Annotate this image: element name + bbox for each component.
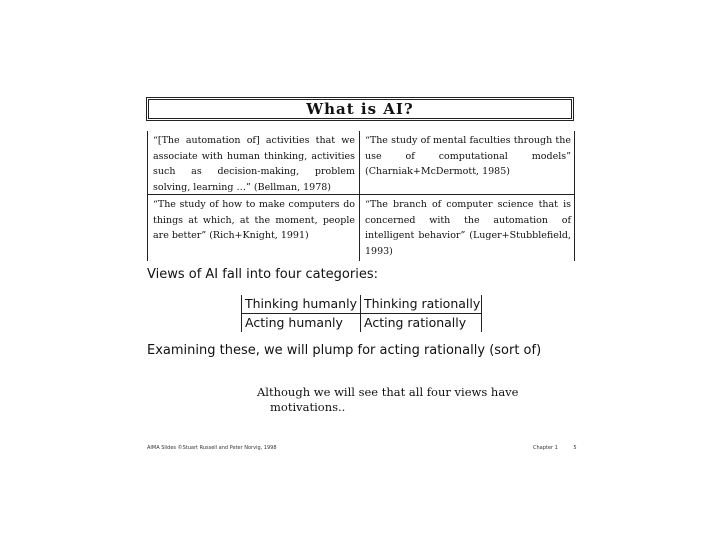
table-divider-vertical	[359, 131, 360, 261]
footer-chapter: Chapter 1	[533, 445, 558, 451]
quote-charniak: “The study of mental faculties through the use of computational models” (Charniak+McDermott, 1985)	[365, 135, 571, 177]
quote-luger: “The branch of computer science that is concerned with the automation of intelligent behavior” (Luger+Stubblefield, 1993)	[365, 199, 571, 257]
categories-table	[241, 295, 482, 332]
slide-title: What is AI?	[306, 100, 414, 118]
although-line-1: Although we will see that all four views have	[257, 385, 519, 399]
category-thinking-rationally: Thinking rationally	[364, 296, 481, 311]
category-acting-rationally: Acting rationally	[364, 315, 467, 330]
footer-page-number: 5	[573, 445, 577, 451]
quote-bellman: “[The automation of] activities that we associate with human thinking, activities such as decision-making, problem solving, learning …” (Bellman, 1978)	[153, 135, 355, 193]
category-thinking-humanly: Thinking humanly	[245, 296, 357, 311]
slide-title-box	[146, 97, 574, 121]
views-heading: Views of AI fall into four categories:	[147, 267, 378, 282]
examining-text: Examining these, we will plump for acting rationally (sort of)	[147, 343, 542, 358]
category-acting-humanly: Acting humanly	[245, 315, 343, 330]
although-note	[257, 385, 527, 415]
footer-credit: AIMA Slides ©Stuart Russell and Peter Norvig, 1998	[147, 445, 277, 451]
categories-divider-horizontal	[242, 313, 481, 314]
footer-chapter-page	[533, 445, 577, 451]
although-line-2: motivations..	[270, 400, 346, 414]
definitions-table	[147, 131, 575, 261]
quote-rich-knight: “The study of how to make computers do things at which, at the moment, people are better” (Rich+Knight, 1991)	[153, 199, 355, 241]
